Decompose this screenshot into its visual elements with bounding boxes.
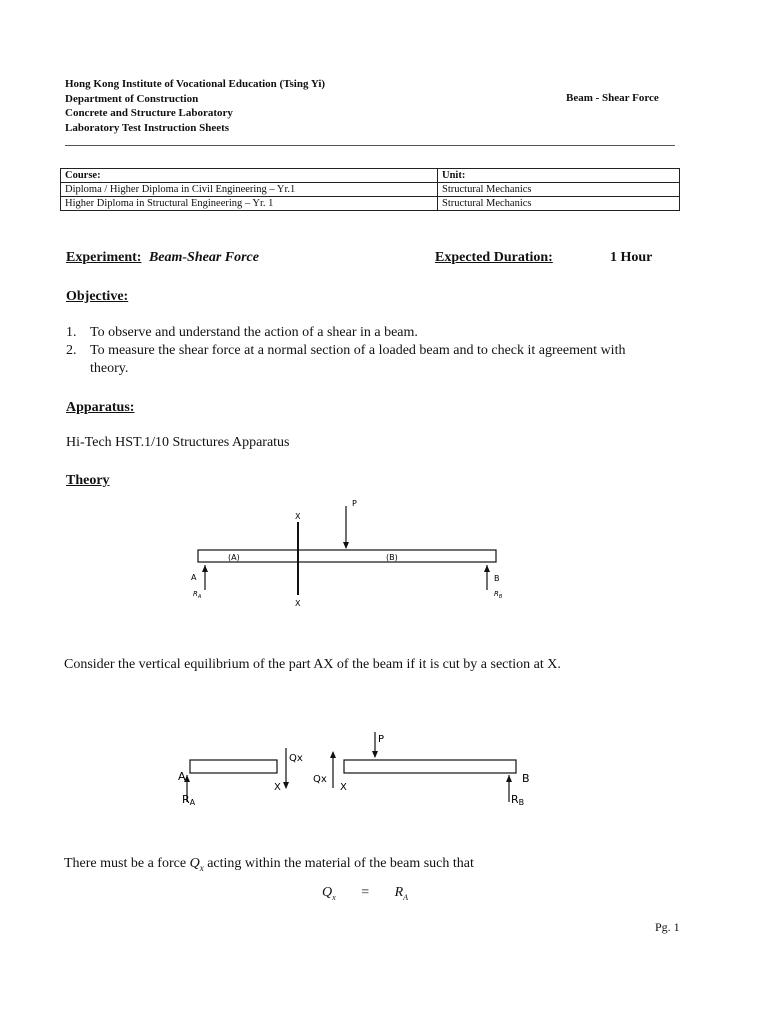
reaction-a-label: $R_A$	[193, 590, 202, 600]
qx-up-arrowhead	[330, 751, 336, 758]
force-paragraph: There must be a force $Q_x$ acting within the material of the beam such that	[64, 856, 474, 873]
support-b-label: B	[494, 574, 500, 583]
apparatus-heading: Apparatus:	[66, 400, 135, 415]
right-x-label: X	[340, 782, 347, 793]
qx-right-label: Qx	[313, 774, 327, 785]
header-line-sheets: Laboratory Test Instruction Sheets	[65, 121, 230, 134]
experiment-name: Beam-Shear Force	[148, 250, 259, 265]
header-line-institute: Hong Kong Institute of Vocational Education (Tsing Yi)	[65, 78, 326, 90]
load-p2-arrowhead	[372, 751, 378, 758]
right-segment-body	[344, 760, 516, 773]
load-p2-label: P	[378, 734, 385, 745]
course-header: Course:	[61, 169, 438, 183]
section-label-top: X	[295, 512, 301, 521]
duration-value: 1 Hour	[610, 250, 653, 265]
reaction-a2-label: RA	[182, 793, 196, 807]
reaction-a-arrowhead	[202, 565, 208, 572]
left-x-label: X	[274, 782, 281, 793]
left-a-label: A	[178, 770, 186, 783]
theory-heading: Theory	[66, 473, 110, 488]
part-a-label: (A)	[228, 553, 240, 562]
header-line-department: Department of Construction	[65, 92, 199, 105]
list-item: 1. To observe and understand the action of a shear in a beam.	[66, 325, 418, 340]
reaction-b-label: $R_B$	[494, 590, 503, 600]
experiment-label: Experiment:	[66, 250, 142, 265]
reaction-b2-arrowhead	[506, 775, 512, 782]
objective-heading: Objective:	[66, 289, 129, 304]
apparatus-text: Hi-Tech HST.1/10 Structures Apparatus	[66, 435, 290, 450]
load-arrowhead	[343, 542, 349, 549]
unit-cell: Structural Mechanics	[438, 197, 680, 211]
reaction-b-arrowhead	[484, 565, 490, 572]
shear-formula: $Q_x = R_A$	[322, 885, 409, 902]
part-b-label: (B)	[386, 553, 398, 562]
unit-header: Unit:	[438, 169, 680, 183]
qx-left-label: Qx	[289, 753, 303, 764]
course-cell: Higher Diploma in Structural Engineering – Yr. 1	[61, 197, 438, 211]
course-cell: Diploma / Higher Diploma in Civil Engineering – Yr.1	[61, 183, 438, 197]
page-number: Pg. 1	[655, 920, 680, 934]
equilibrium-paragraph: Consider the vertical equilibrium of the part AX of the beam if it is cut by a section at X.	[64, 657, 561, 672]
load-label: P	[352, 499, 357, 508]
support-a-label: A	[191, 573, 197, 582]
header-line-lab: Concrete and Structure Laboratory	[65, 107, 233, 119]
qx-down-arrowhead	[283, 782, 289, 789]
unit-cell: Structural Mechanics	[438, 183, 680, 197]
list-item: 2. To measure the shear force at a normal section of a loaded beam and to check it agreement with theory.	[66, 343, 626, 376]
left-segment-body	[190, 760, 277, 773]
section-label-bottom: X	[295, 599, 301, 608]
document-topic: Beam - Shear Force	[566, 92, 659, 104]
right-b-label: B	[522, 772, 530, 785]
reaction-b2-label: RB	[511, 793, 525, 807]
beam-body	[198, 550, 496, 562]
duration-label: Expected Duration:	[435, 250, 553, 265]
